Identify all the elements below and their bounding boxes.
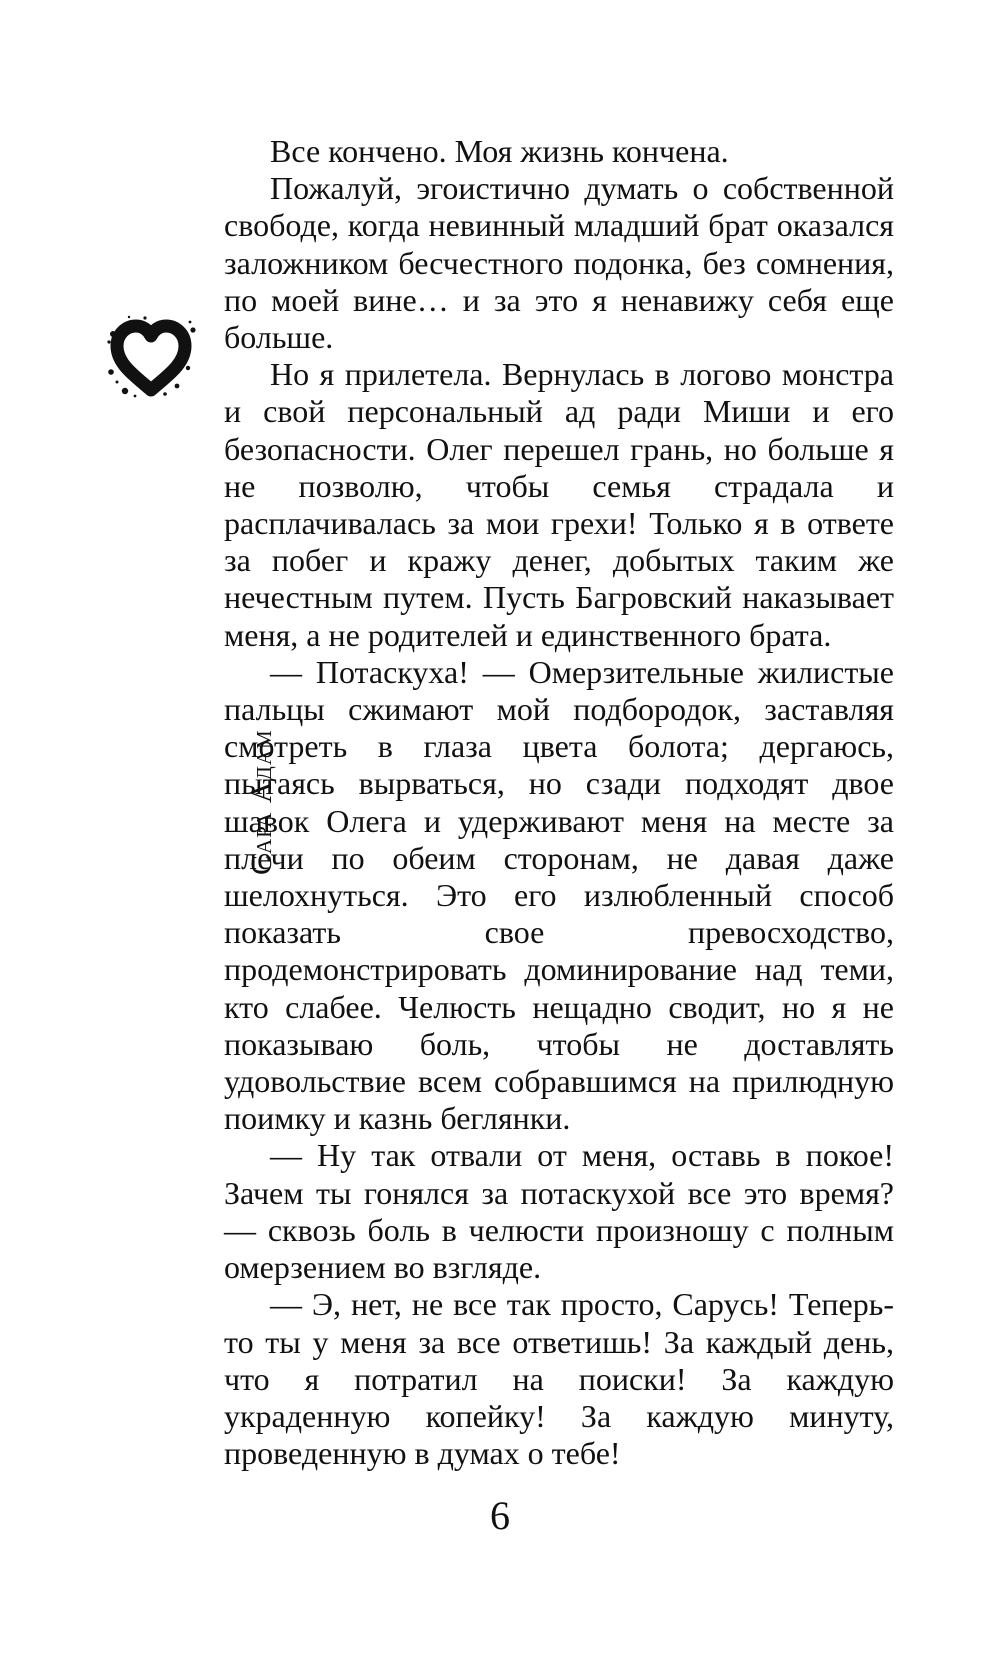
paragraph: Все кончено. Моя жизнь кончена. [270,133,729,169]
body-text [224,133,894,1472]
page-number: 6 [490,1493,510,1538]
side-margin [95,300,278,875]
paragraph: Пожалуй, эгоистично думать о собственной свободе, когда невинный младший брат оказался заложником бесчестного подонка, без сомнения, по моей вине… и за это я ненавижу себя еще больше. [224,170,894,356]
running-head-author: Сара Адам [245,729,278,875]
paragraph: — Потаскуха! — Омерзительные жилистые пальцы сжимают мой подбородок, заставляя смотреть в глаза цвета болота; дергаюсь, пытаясь вырваться, но сзади подходят двое шавок Олега и удерживают меня на месте за плечи по обеим сторонам, не давая даже шелохнуться. Это его излюбленный способ показать свое превосходство, продемонстрировать доминирование над теми, кто слабее. Челюсть нещадно сводит, но я не показываю боль, чтобы не доставлять удовольствие всем собравшимся на прилюдную поимку и казнь беглянки. [224,653,894,1137]
paragraph: — Э, нет, не все так просто, Сарусь! Теперь-то ты у меня за все ответишь! За каждый день, что я потратил на поиски! За каждую украденную копейку! За каждую минуту, проведенную в думах о тебе! [224,1286,894,1472]
paragraph: — Ну так отвали от меня, оставь в покое! Зачем ты гонялся за потаскухой все это время? — сквозь боль в челюсти произношу с полным омерзением во взгляде. [224,1137,894,1286]
spray-heart-icon [105,312,197,400]
paragraph: Но я прилетела. Вернулась в логово монстра и свой персональный ад ради Миши и его безопасности. Олег перешел грань, но больше я не позволю, чтобы семья страдала и расплачивалась за мои грехи! Только я в ответе за побег и кражу денег, добытых таким же нечестным путем. Пусть Багровский наказывает меня, а не родителей и единственного брата. [224,356,894,653]
